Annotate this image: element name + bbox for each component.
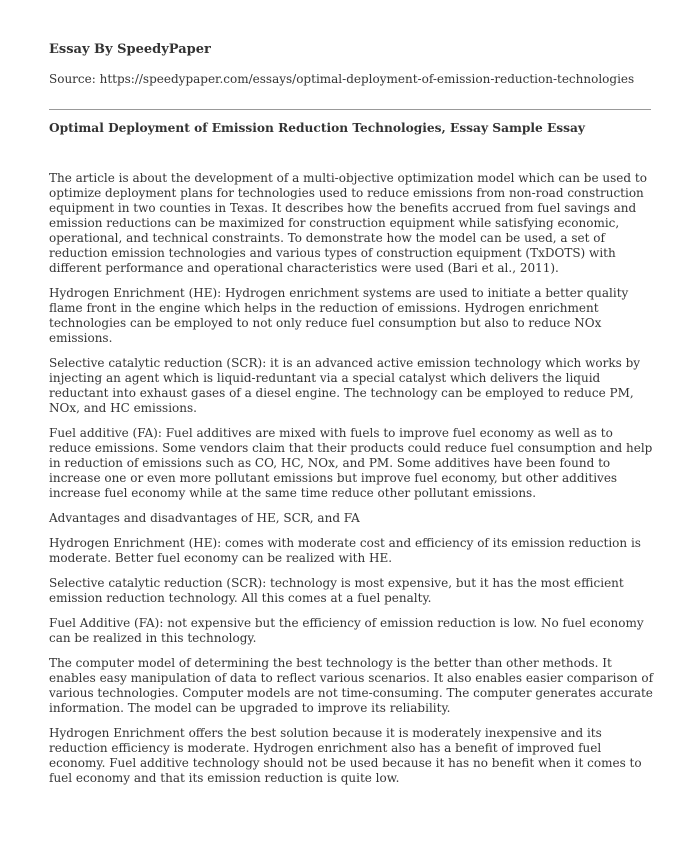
paragraph-fuel-additive: Fuel additive (FA): Fuel additives are mixed with fuels to improve fuel economy as well as to reduce emissions. Some vendors claim that their products could reduce fuel consumption and help in reduction of emissions such as CO, HC, NOx, and PM. Some additives have been found to increase one or even more pollutant emissions but improve fuel economy, but other additives increase fuel economy while at the same time reduce other pollutant emissions. <box>49 426 653 500</box>
source-label: Source: <box>49 72 100 86</box>
paragraph-intro: The article is about the development of a multi-objective optimization model which can be used to optimize deployment plans for technologies used to reduce emissions from non-road construction equipment in two counties in Texas. It describes how the benefits accrued from fuel savings and emission reductions can be maximized for construction equipment while satisfying economic, operational, and technical constraints. To demonstrate how the model can be used, a set of reduction emission technologies and various types of construction equipment (TxDOTS) with different performance and operational characteristics were used (Bari et al., 2011). <box>49 171 647 275</box>
paragraph-conclusion: Hydrogen Enrichment offers the best solution because it is moderately inexpensive and its reduction efficiency is moderate. Hydrogen enrichment also has a benefit of improved fuel economy. Fuel additive technology should not be used because it has no benefit when it comes to fuel economy and that its emission reduction is quite low. <box>49 726 642 785</box>
essay-title: Optimal Deployment of Emission Reduction Technologies, Essay Sample Essay <box>49 121 585 135</box>
paragraph-selective-catalytic-reduction: Selective catalytic reduction (SCR): it is an advanced active emission technology which works by injecting an agent which is liquid-reduntant via a special catalyst which delivers the liquid reductant into exhaust gases of a diesel engine. The technology can be employed to reduce PM, NOx, and HC emissions. <box>49 356 641 415</box>
paragraph-computer-model: The computer model of determining the best technology is the better than other methods. It enables easy manipulation of data to reflect various scenarios. It also enables easier comparison of various technologies. Computer models are not time-consuming. The computer generates accurate information. The model can be upgraded to improve its reliability. <box>49 656 654 715</box>
paragraph-he-pros-cons: Hydrogen Enrichment (HE): comes with moderate cost and efficiency of its emission reduction is moderate. Better fuel economy can be realized with HE. <box>49 536 641 565</box>
header-divider <box>49 109 651 110</box>
paragraph-scr-pros-cons: Selective catalytic reduction (SCR): technology is most expensive, but it has the most efficient emission reduction technology. All this comes at a fuel penalty. <box>49 576 624 605</box>
paragraph-hydrogen-enrichment: Hydrogen Enrichment (HE): Hydrogen enrichment systems are used to initiate a better quality flame front in the engine which helps in the reduction of emissions. Hydrogen enrichment technologies can be employed to not only reduce fuel consumption but also to reduce NOx emissions. <box>49 286 629 345</box>
paragraph-advantages-heading: Advantages and disadvantages of HE, SCR, and FA <box>49 511 360 525</box>
source-line <box>49 72 634 86</box>
source-url: https://speedypaper.com/essays/optimal-deployment-of-emission-reduction-technologies <box>99 72 635 86</box>
paragraph-fa-pros-cons: Fuel Additive (FA): not expensive but the efficiency of emission reduction is low. No fuel economy can be realized in this technology. <box>49 616 644 645</box>
essay-body <box>49 171 656 796</box>
site-title: Essay By SpeedyPaper <box>49 42 211 57</box>
